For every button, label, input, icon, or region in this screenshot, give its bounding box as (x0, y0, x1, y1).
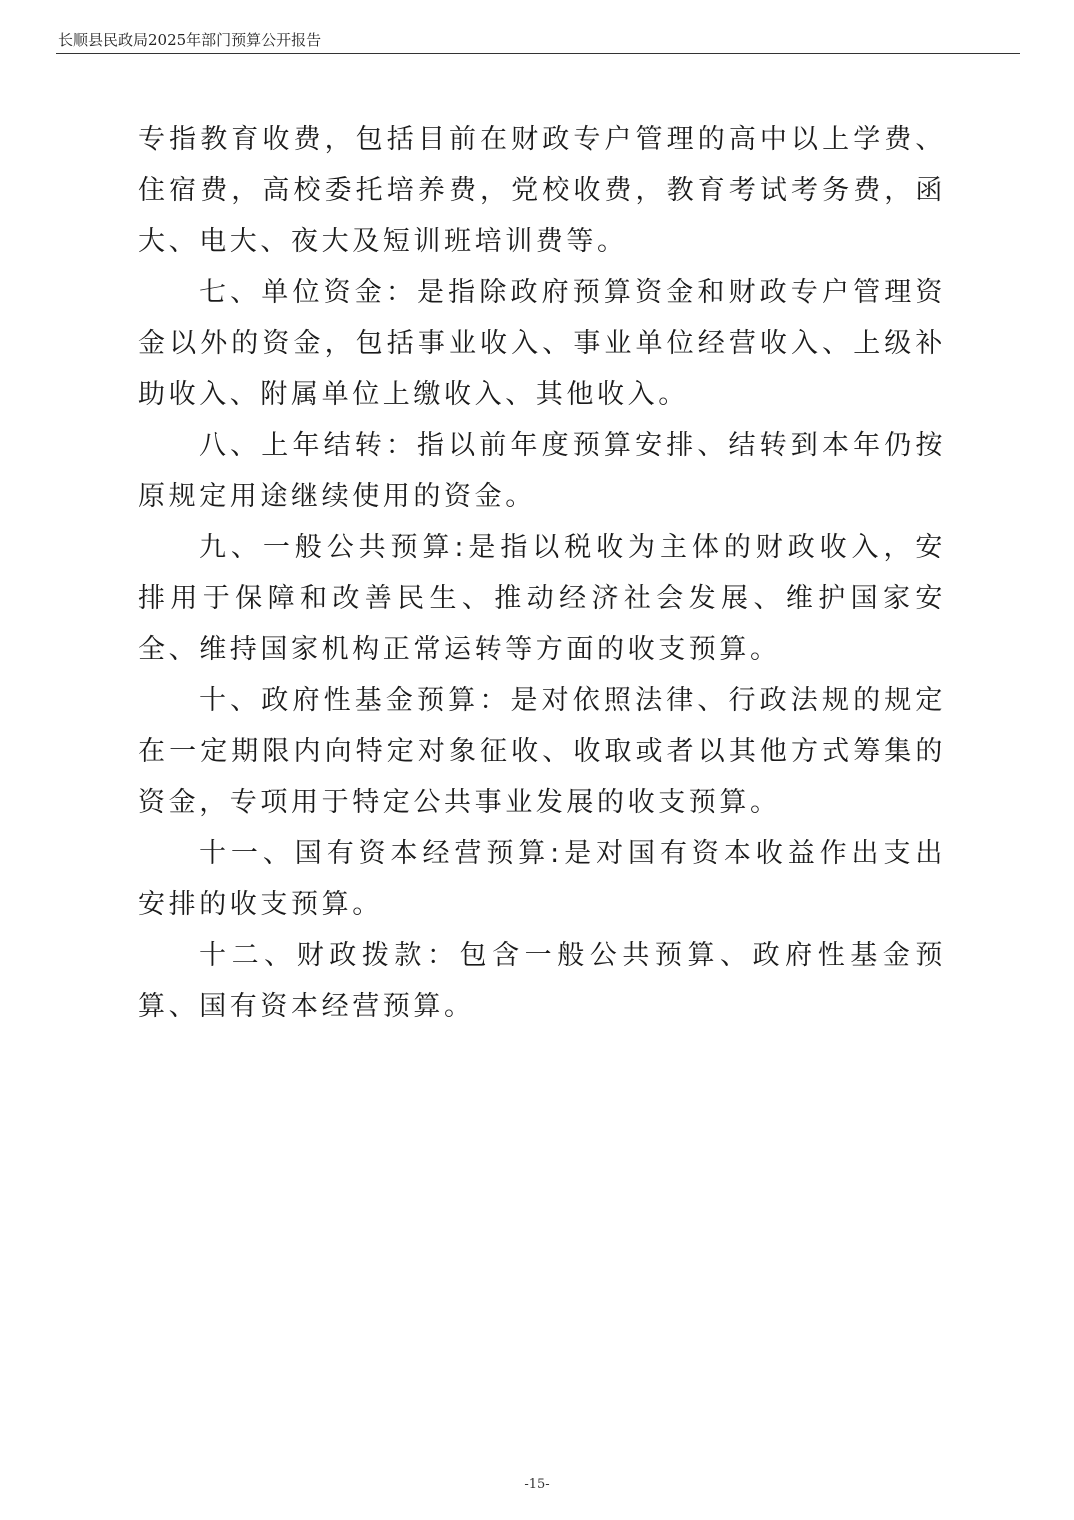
paragraph-education-fees-continued: 专指教育收费，包括目前在财政专户管理的高中以上学费、住宿费，高校委托培养费，党校收费，教育考试考务费，函大、电大、夜大及短训班培训费等。 (138, 124, 946, 257)
paragraph-state-capital-budget: 十一、国有资本经营预算:是对国有资本收益作出支出安排的收支预算。 (138, 838, 946, 920)
running-header: 长顺县民政局2025年部门预算公开报告 (58, 31, 322, 49)
page-number: -15- (524, 1477, 550, 1492)
paragraph-general-public-budget: 九、一般公共预算:是指以税收为主体的财政收入，安排用于保障和改善民生、推动经济社会发展、维护国家安全、维持国家机构正常运转等方面的收支预算。 (138, 532, 946, 665)
paragraph-prior-year-carryover: 八、上年结转：指以前年度预算安排、结转到本年仍按原规定用途继续使用的资金。 (138, 430, 946, 512)
paragraph-unit-funds: 七、单位资金：是指除政府预算资金和财政专户管理资金以外的资金，包括事业收入、事业单位经营收入、上级补助收入、附属单位上缴收入、其他收入。 (138, 277, 946, 410)
paragraph-government-fund-budget: 十、政府性基金预算：是对依照法律、行政法规的规定在一定期限内向特定对象征收、收取或者以其他方式筹集的资金，专项用于特定公共事业发展的收支预算。 (138, 685, 946, 818)
paragraph-fiscal-appropriation: 十二、财政拨款：包含一般公共预算、政府性基金预算、国有资本经营预算。 (138, 940, 946, 1022)
header-divider (56, 53, 1020, 54)
document-body (138, 114, 946, 1032)
